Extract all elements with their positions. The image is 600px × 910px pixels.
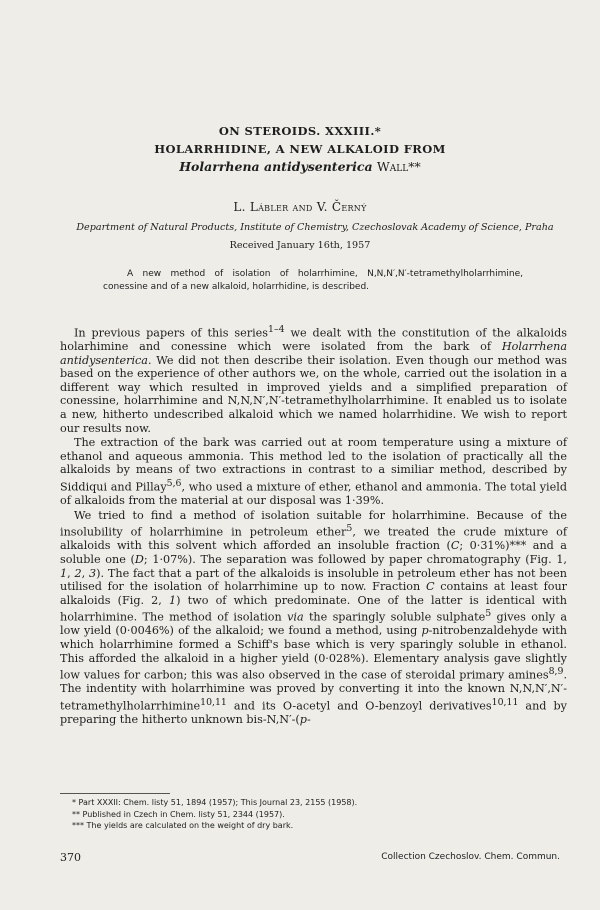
- italic-run: C: [450, 539, 460, 553]
- footnote-rule: [60, 793, 170, 794]
- reference-superscript: 10,11: [200, 696, 227, 708]
- affiliation: Department of Natural Products, Institute of Chemistry, Czechoslovak Academy of Science, Praha: [76, 222, 554, 233]
- italic-run: C: [425, 580, 435, 594]
- italic-run: 2: [74, 566, 82, 580]
- reference-superscript: 10,11: [491, 696, 519, 708]
- text-run: . The indentity with holarrhimine was proved by converting it into the known N,N,N′,N′-tetramethylholarrhimine: [60, 668, 567, 713]
- text-run: ,: [81, 566, 90, 580]
- text-run: -: [306, 713, 311, 727]
- italic-run: 1: [169, 593, 177, 607]
- text-run: and its O-acetyl and O-benzoyl derivatives: [226, 699, 492, 713]
- footnote-2: ** Published in Czech in Chem. listy 51, 2344 (1957).: [72, 809, 285, 819]
- footnote-1: * Part XXXII: Chem. listy 51, 1894 (1957); This Journal 23, 2155 (1958).: [72, 798, 358, 807]
- text-run: ; 0·31%)*** and a soluble one (: [60, 539, 567, 566]
- italic-run: D: [134, 552, 144, 566]
- text-run: ) two of which predominate. One of the latter is identical with holarrhimine. The method of isolation: [60, 593, 567, 624]
- reference-superscript: 5,6: [166, 477, 182, 489]
- footnotes: [72, 797, 562, 832]
- italic-run: 3: [89, 566, 97, 580]
- text-run: gives only a low yield (0·0046%) of the alkaloid; we found a method, using: [60, 610, 568, 638]
- reference-superscript: 5: [346, 523, 353, 535]
- text-run: . We did not then describe their isolation. Even though our method was based on the experience of other authors we, on the whole, carried out the isolation in a different way which resulted in improved yields and a simplified preparation of conessine, holarrhimine and N,N,N′,N′-tetramethylholarrhimine. It enabled us to isolate a new, hitherto undescribed alkaloid which we named holarrhidine. We wish to report our results now.: [60, 353, 567, 435]
- text-run: -nitrobenzaldehyde with which holarrhimine formed a Schiff's base which is very sparingly soluble in ethanol. This afforded the alkaloid in a higher yield (0·028%). Elementary analysis gave slightly low values for carbon; this was also observed in the case of steroidal primary amines: [60, 624, 567, 682]
- species-name: Holarrhena antidysenterica: [179, 159, 373, 174]
- reference-superscript: 5: [485, 608, 492, 620]
- text-run: In previous papers of this series: [74, 326, 269, 340]
- italic-run: p: [299, 713, 307, 727]
- text-run: ). The fact that a part of the alkaloids is insoluble in petroleum ether has not been utilised for the isolation of holarrhimine up to now. Fraction: [60, 566, 567, 594]
- text-run: We tried to find a method of isolation suitable for holarrhimine. Because of the insolubility of holarrhimine in petroleum ether: [60, 508, 567, 539]
- text-run: The extraction of the bark was carried out at room temperature using a mixture of ethanol and aqueous ammonia. This method led to the isolation of practically all the alkaloids by means of two extractions in contrast to a similiar method, described by Siddiqui and Pillay: [60, 436, 567, 494]
- paragraph-2: [60, 436, 567, 507]
- text-run: , we treated the crude mixture of alkaloids with this solvent which afforded an insoluble fraction (: [60, 525, 568, 553]
- paragraph-1: [60, 323, 567, 435]
- species-author: Wall**: [376, 159, 421, 174]
- paragraph-3: [60, 509, 567, 727]
- italic-run: via: [287, 610, 304, 624]
- text-run: ,: [67, 566, 75, 580]
- journal-name: Collection Czechoslov. Chem. Commun.: [381, 852, 560, 862]
- text-run: contains at least four alkaloids (Fig. 2,: [60, 580, 568, 607]
- reference-superscript: 8,9: [548, 666, 564, 678]
- main-title: HOLARRHIDINE, A NEW ALKALOID FROM: [154, 142, 446, 156]
- species-italic: Holarrhena antidysenterica: [60, 340, 567, 367]
- footnote-3: *** The yields are calculated on the weight of dry bark.: [72, 821, 294, 830]
- reference-superscript: 1–4: [268, 324, 285, 335]
- article-title: [0, 122, 600, 175]
- authors: L. Lábler and V. Černý: [233, 200, 367, 214]
- text-run: ; 1·07%). The separation was followed by paper chromatography (Fig. 1,: [143, 552, 567, 566]
- article-body: [60, 323, 567, 727]
- abstract: A new method of isolation of holarrhimine, N,N,N′,N′-tetramethylholarrhimine, conessine and of a new alkaloid, holarrhidine, is described.: [103, 269, 523, 292]
- series-title: ON STEROIDS. XXXIII.*: [218, 124, 382, 138]
- text-run: the sparingly soluble sulphate: [303, 610, 486, 624]
- species-title: [0, 158, 600, 175]
- received-date: Received January 16th, 1957: [229, 240, 371, 251]
- text-run: and by preparing the hitherto unknown bis-N,N′-(: [60, 699, 567, 727]
- italic-run: 1: [60, 566, 68, 580]
- page-number: 370: [60, 851, 81, 864]
- text-run: , who used a mixture of ether, ethanol and ammonia. The total yield of alkaloids from the material at our disposal was 1·39%.: [60, 480, 567, 508]
- text-run: we dealt with the constitution of the alkaloids holarhimine and conessine which were isolated from the bark of: [60, 326, 567, 354]
- italic-run: p: [421, 624, 429, 638]
